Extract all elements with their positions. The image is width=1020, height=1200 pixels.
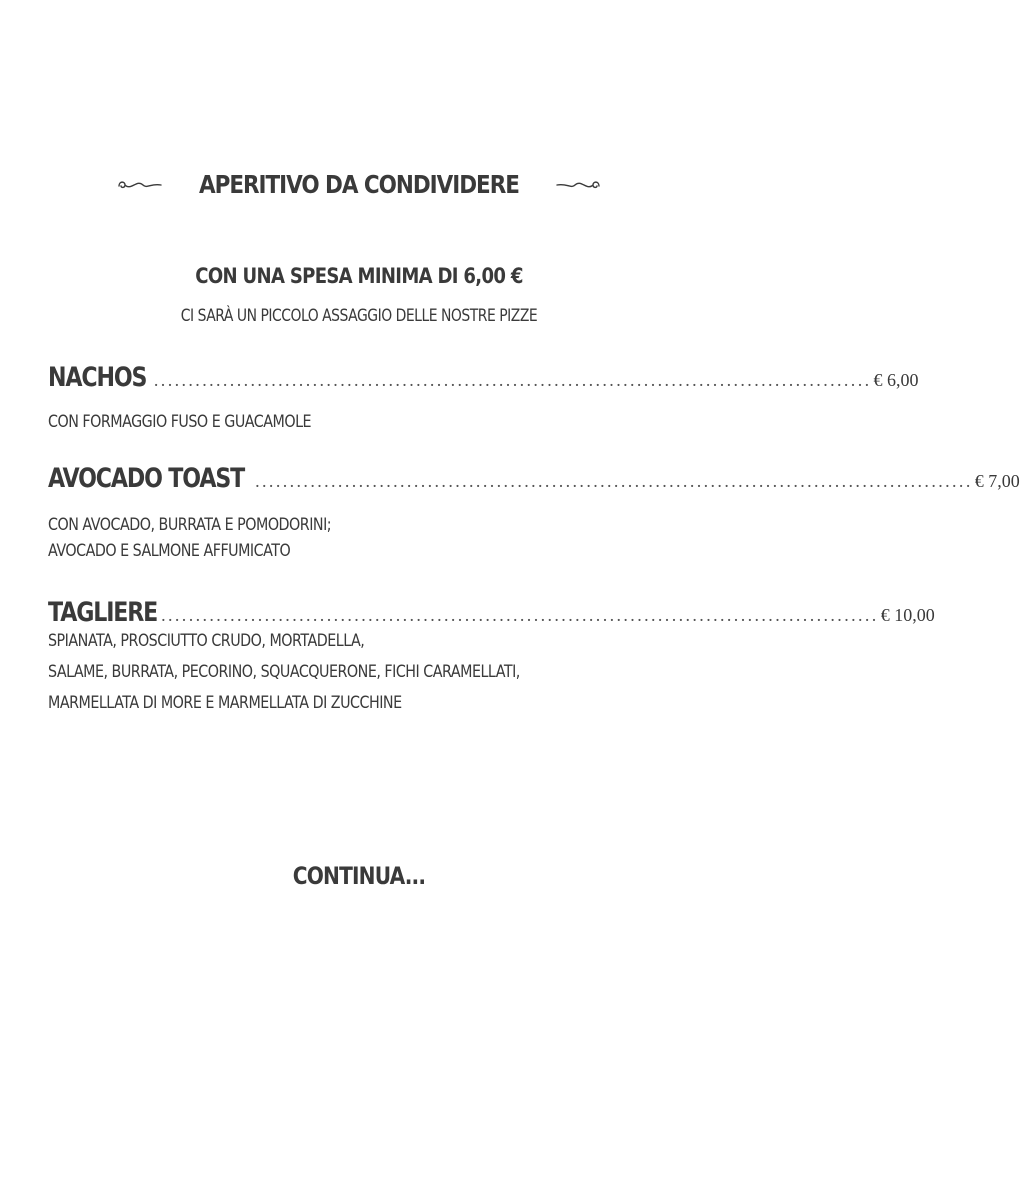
menu-item-name: NACHOS <box>48 362 147 393</box>
minimum-spend-heading: CON UNA SPESA MINIMA DI 6,00 € <box>195 264 523 288</box>
description-line: SPIANATA, PROSCIUTTO CRUDO, MORTADELLA, <box>48 631 365 651</box>
menu-item-nachos <box>48 362 919 438</box>
menu-item-name: AVOCADO TOAST <box>48 463 245 494</box>
menu-item-line <box>48 463 1020 494</box>
description-line: SALAME, BURRATA, PECORINO, SQUACQUERONE, FICHI CARAMELLATI, <box>48 662 520 682</box>
menu-item-price: € 7,00 <box>974 471 1020 491</box>
menu-item-price: € 10,00 <box>880 605 935 625</box>
flourish-left-icon <box>115 175 163 195</box>
description-line: AVOCADO E SALMONE AFFUMICATO <box>48 541 291 561</box>
dot-leader: ........................................................................................................ <box>153 370 872 390</box>
section-header <box>0 170 718 199</box>
menu-item-name: TAGLIERE <box>48 597 158 628</box>
menu-item-avocado-toast <box>48 463 1020 564</box>
description-line: CON FORMAGGIO FUSO E GUACAMOLE <box>48 412 312 432</box>
description-line: CON AVOCADO, BURRATA E POMODORINI; <box>48 515 332 535</box>
tasting-note: CI SARÀ UN PICCOLO ASSAGGIO DELLE NOSTRE PIZZE <box>180 306 538 326</box>
menu-item-price: € 6,00 <box>873 370 919 390</box>
description-line: MARMELLATA DI MORE E MARMELLATA DI ZUCCHINE <box>48 693 402 713</box>
menu-item-tagliere <box>48 597 935 719</box>
menu-item-description <box>48 512 670 564</box>
page-title: APERITIVO DA CONDIVIDERE <box>199 170 519 199</box>
dot-leader: ........................................................................................................ <box>161 605 879 625</box>
menu-item-line <box>48 597 935 628</box>
flourish-right-icon <box>555 175 603 195</box>
continue-label: CONTINUA... <box>292 862 426 890</box>
menu-item-description <box>48 626 670 719</box>
menu-item-line <box>48 362 919 393</box>
dot-leader: ........................................................................................................ <box>255 471 973 491</box>
menu-item-description <box>48 407 670 438</box>
